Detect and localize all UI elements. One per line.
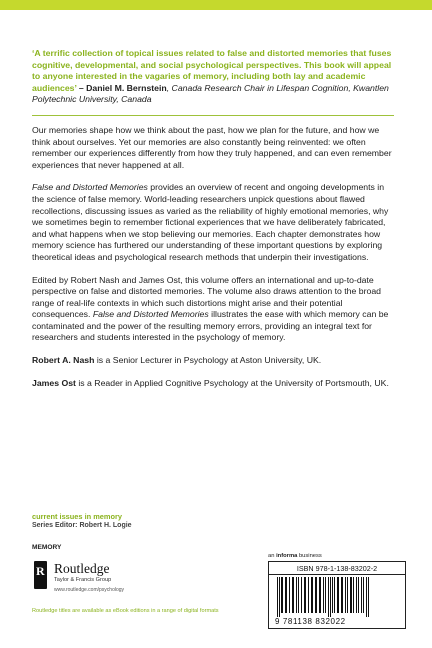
quote-author-role: , Canada Research Chair in Lifespan Cognition, Kwantlen Polytechnic University, Canada (32, 82, 389, 105)
barcode-bar (304, 577, 306, 613)
editor-name: Robert A. Nash (32, 355, 95, 366)
publisher-group: Taylor & Francis Group (54, 577, 112, 583)
barcode-bar (292, 577, 294, 613)
barcode-bar (328, 577, 329, 617)
barcode-bar (296, 577, 297, 613)
description-paragraph-2: False and Distorted Memories provides an overview of recent and ongoing developments in the science of false memory. World-leading researchers unpick questions about flawed recollections, discussing issues as varied as the reliability of highly emotional memories, why we sometimes begin to remember fictional experiences that we have deliberately fabricated, and what happens when we stop believing our memories. Each chapter demonstrates how memory science has furthered our understanding of these important questions by exploring theoretical ideas and psychological research methods that underpin their investigations. (32, 182, 389, 262)
barcode-bar (311, 577, 313, 613)
routledge-logo (34, 561, 174, 595)
barcode-bar (332, 577, 333, 613)
publisher-name: Routledge (54, 561, 110, 576)
barcode-bar (315, 577, 317, 613)
barcode-bar (347, 577, 348, 613)
barcode-bar (368, 577, 369, 617)
barcode-bar (334, 577, 335, 613)
barcode-bar (281, 577, 283, 613)
barcode-bar (345, 577, 346, 613)
isbn-divider (269, 574, 405, 575)
editor-bio-ost: James Ost is a Reader in Applied Cognitive Psychology at the University of Portsmouth, UK. (32, 377, 389, 388)
barcode-bar (358, 577, 359, 613)
ebook-note: Routledge titles are available as eBook editions in a range of digital formats (32, 608, 219, 614)
book-title-italic: False and Distorted Memories (92, 309, 209, 320)
barcode-bar (356, 577, 357, 613)
subject-label: MEMORY (32, 544, 62, 551)
book-title-italic: False and Distorted Memories (32, 182, 148, 193)
barcode-bar (323, 577, 324, 613)
barcode-bar (277, 577, 278, 617)
series-editor: Series Editor: Robert H. Logie (32, 522, 132, 529)
editor-bio-nash: Robert A. Nash is a Senior Lecturer in Psychology at Aston University, UK. (32, 355, 322, 366)
barcode-bar (341, 577, 343, 613)
barcode-bar (325, 577, 326, 613)
description-paragraph-1: Our memories shape how we think about the past, how we plan for the future, and how we think about ourselves. Yet our memories are also constantly being reinvented: we often remember our experiences differently from how they truly happened, and can even remember experiences that never happened at all. (32, 124, 392, 170)
description-paragraph-3: Edited by Robert Nash and James Ost, this volume offers an international and up-to-date perspective on false and distorted memories. The volume also draws attention to the broad range of real-life contexts in which such distortions might arise and their potential consequences. False and Distorted Memories illustrates the ease with which memory can be contaminated and the power of the resulting memory errors, providing an integral text for researchers and students interested in the psychology of memory. (32, 274, 389, 343)
quote-author: Daniel M. Bernstein (86, 82, 167, 93)
barcode-digits: 9 781138 832022 (275, 617, 346, 626)
barcode-box (268, 561, 406, 629)
barcode-icon (275, 577, 399, 617)
barcode-bar (298, 577, 299, 613)
quote-text: ‘A terrific collection of topical issues related to false and distorted memories that fuses cognitive, developmental, and social psychological perspectives. This book will appeal to anyone interested in the vagaries of memory, including both lay and academic audiences’ (32, 48, 392, 93)
barcode-bar (301, 577, 302, 613)
series-name: current issues in memory (32, 512, 122, 521)
editor-name: James Ost (32, 377, 76, 388)
barcode-bar (361, 577, 362, 613)
back-cover-text (32, 48, 394, 400)
barcode-bar (289, 577, 290, 613)
barcode-bar (319, 577, 321, 613)
barcode-bar (353, 577, 354, 613)
barcode-bar (285, 577, 287, 613)
barcode-bar (350, 577, 352, 613)
publisher-url: www.routledge.com/psychology (54, 587, 125, 593)
endorsement-quote: ‘A terrific collection of topical issues related to false and distorted memories that fuses cognitive, developmental, and social psychological perspectives. This book will appeal to anyone interested in the vagaries of memory, including both lay and academic audiences’ – Daniel M. Bernstein, Canada Research Chair in Lifespan Cognition, Kwantlen Polytechnic University, Canada (32, 48, 392, 105)
barcode-bar (366, 577, 367, 617)
series-info (32, 512, 132, 530)
section-divider (32, 115, 394, 116)
barcode-bar (330, 577, 331, 617)
barcode-bar (308, 577, 309, 613)
isbn-text: ISBN 978-1-138-83202-2 (296, 564, 378, 573)
barcode-bar (363, 577, 364, 613)
top-color-band (0, 0, 432, 10)
barcode-bar (279, 577, 280, 617)
informa-brand: informa (276, 553, 298, 559)
routledge-logo-icon: R (34, 561, 47, 589)
barcode-bar (337, 577, 339, 613)
informa-business-label: an informa business (268, 553, 322, 559)
